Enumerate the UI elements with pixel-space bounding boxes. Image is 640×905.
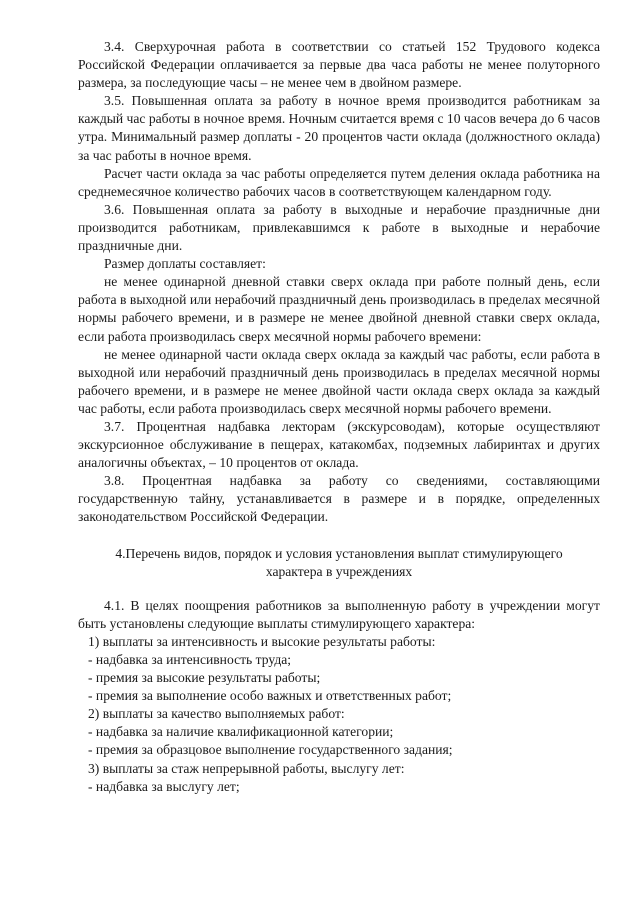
paragraph-3-6: 3.6. Повышенная оплата за работу в выходные и нерабочие праздничные дни производится работникам, привлекавшимся к работе в выходные и нерабочие праздничные дни. xyxy=(78,201,600,254)
section-4-heading-line-2: характера в учреждениях xyxy=(265,563,413,579)
list-item: - премия за образцовое выполнение государственного задания; xyxy=(88,742,453,758)
list-item: - надбавка за интенсивность труда; xyxy=(88,652,292,667)
document-page xyxy=(78,38,600,796)
paragraph-3-4: 3.4. Сверхурочная работа в соответствии со статьей 152 Трудового кодекса Российской Федерации оплачивается за первые два часа работы не менее полуторного размера, за последующие часы – не менее чем в двойном размере. xyxy=(78,39,600,91)
paragraph-4-1: 4.1. В целях поощрения работников за выполненную работу в учреждении могут быть установлены следующие выплаты стимулирующего характера: xyxy=(78,597,600,631)
list-item: - надбавка за наличие квалификационной категории; xyxy=(88,724,394,740)
paragraph-3-5-calc: Расчет части оклада за час работы определяется путем деления оклада работника на среднемесячное количество рабочих часов в соответствующем календарном году. xyxy=(78,165,600,199)
spacer xyxy=(78,527,600,545)
list-item: 3) выплаты за стаж непрерывной работы, выслугу лет: xyxy=(88,760,405,776)
paragraph-3-5: 3.5. Повышенная оплата за работу в ночное время производится работникам за каждый час работы в ночное время. Ночным считается время с 10 часов вечера до 6 часов утра. Минимальный размер доплаты - 20 процентов части оклада (должностного оклада) за час работы в ночное время. xyxy=(78,93,600,163)
section-4-heading-line-1: 4.Перечень видов, порядок и условия установления выплат стимулирующего xyxy=(115,545,563,561)
paragraph-3-8: 3.8. Процентная надбавка за работу со сведениями, составляющими государственную тайну, устанавливается в размере и в порядке, определенных законодательством Российской Федерации. xyxy=(78,473,600,525)
payments-list xyxy=(78,633,600,796)
list-item: - премия за выполнение особо важных и ответственных работ; xyxy=(88,688,452,704)
paragraph-3-7: 3.7. Процентная надбавка лекторам (экскурсоводам), которые осуществляют экскурсионное обслуживание в пещерах, катакомбах, подземных лабиринтах и других аналогичны объектах, – 10 процентов от оклада. xyxy=(78,418,600,471)
list-item: 1) выплаты за интенсивность и высокие результаты работы: xyxy=(88,633,436,649)
paragraph-3-6-a: не менее одинарной дневной ставки сверх оклада при работе полный день, если работа в выходной или нерабочий праздничный день производилась в пределах месячной нормы рабочего времени, и в размере не менее двойной дневной ставки сверх оклада, если работа производилась сверх месячной нормы рабочего времени: xyxy=(78,274,600,344)
paragraph-3-6-b: не менее одинарной части оклада сверх оклада за каждый час работы, если работа в выходной или нерабочий праздничный день производилась в пределах месячной нормы рабочего времени, и в размере не менее двойной части оклада сверх оклада за каждый час работы, если работа производилась сверх месячной нормы рабочего времени. xyxy=(78,346,600,416)
paragraph-3-6-size: Размер доплаты составляет: xyxy=(104,256,266,272)
spacer xyxy=(78,581,600,597)
list-item: - премия за высокие результаты работы; xyxy=(88,670,321,686)
list-item: - надбавка за выслугу лет; xyxy=(88,778,240,794)
list-item: 2) выплаты за качество выполняемых работ: xyxy=(88,706,345,722)
